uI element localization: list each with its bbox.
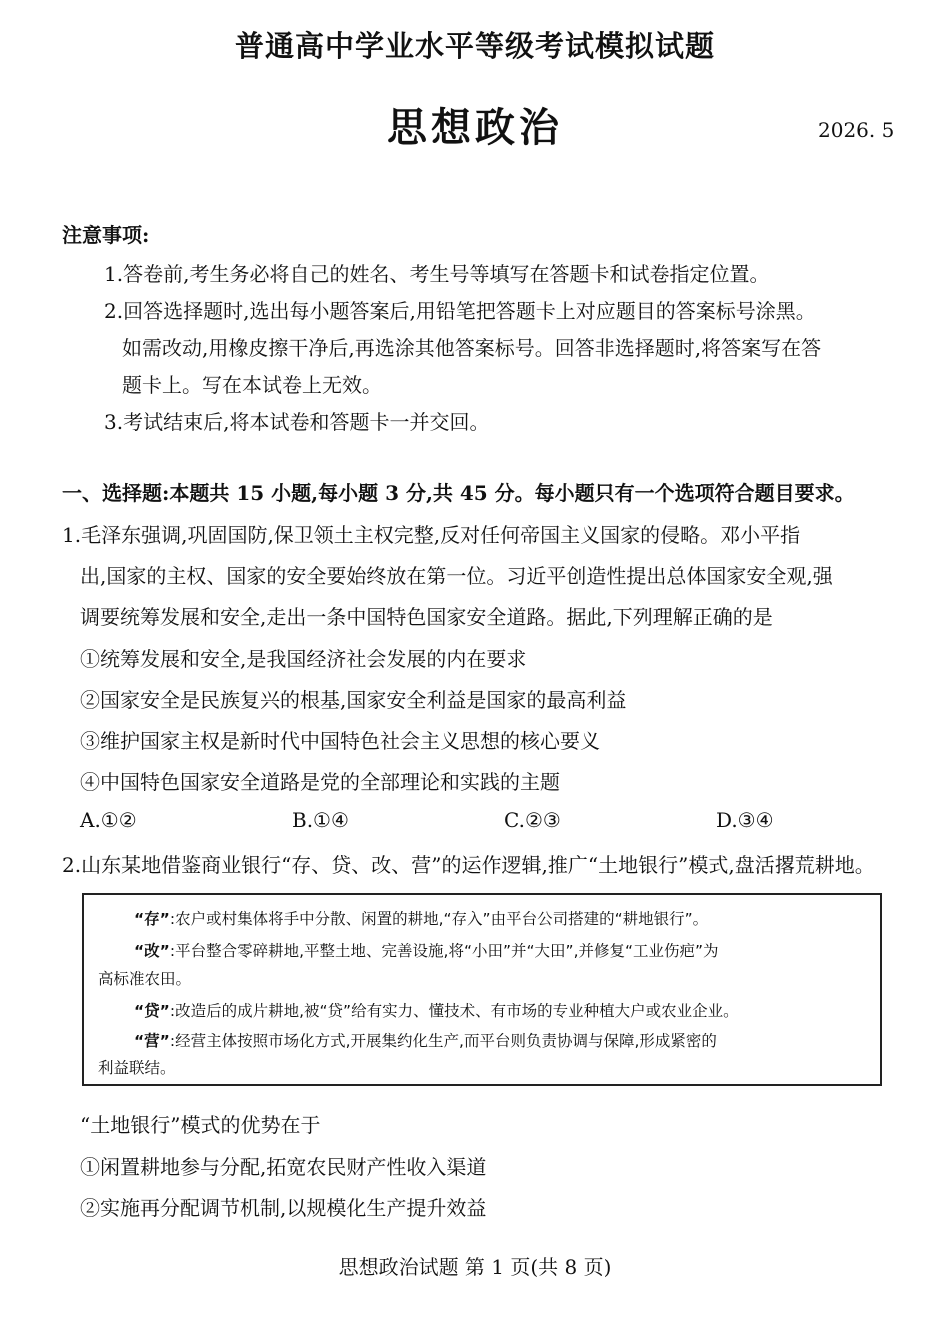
page-footer: 思想政治试题 第 1 页(共 8 页) — [338, 1255, 612, 1279]
question-stem-line: 1.毛泽东强调,巩固国防,保卫领土主权完整,反对任何帝国主义国家的侵略。邓小平指 — [62, 523, 801, 547]
notice-line: 3.考试结束后,将本试卷和答题卡一并交回。 — [104, 410, 490, 434]
material-label: “贷” — [134, 1002, 170, 1020]
notice-line: 1.答卷前,考生务必将自己的姓名、考生号等填写在答题卡和试卷指定位置。 — [104, 262, 770, 286]
exam-title: 普通高中学业水平等级考试模拟试题 — [234, 29, 715, 63]
notice-line: 题卡上。写在本试卷上无效。 — [122, 373, 382, 397]
question-prompt: “土地银行”模式的优势在于 — [80, 1113, 321, 1137]
subject-title: 思想政治 — [387, 104, 563, 151]
question-option: ②实施再分配调节机制,以规模化生产提升效益 — [80, 1196, 487, 1220]
answer-choice-b: B.①④ — [292, 808, 349, 832]
question-option: ①统筹发展和安全,是我国经济社会发展的内在要求 — [80, 647, 527, 671]
material-label: “存” — [134, 910, 170, 928]
notice-heading: 注意事项: — [62, 223, 150, 247]
notice-line: 2.回答选择题时,选出每小题答案后,用铅笔把答题卡上对应题目的答案标号涂黑。 — [104, 299, 816, 323]
material-line: 利益联结。 — [98, 1059, 176, 1077]
question-stem-line: 出,国家的主权、国家的安全要始终放在第一位。习近平创造性提出总体国家安全观,强 — [80, 564, 833, 588]
answer-choice-d: D.③④ — [716, 808, 774, 832]
question-stem-line: 2.山东某地借鉴商业银行“存、贷、改、营”的运作逻辑,推广“土地银行”模式,盘活撂荒耕地。 — [62, 853, 875, 877]
answer-choice-c: C.②③ — [504, 808, 561, 832]
section-heading: 一、选择题:本题共 15 小题,每小题 3 分,共 45 分。每小题只有一个选项符合题目要求。 — [62, 481, 855, 505]
material-line: 高标准农田。 — [98, 970, 192, 988]
material-line: “存”:农户或村集体将手中分散、闲置的耕地,“存入”由平台公司搭建的“耕地银行”。 — [134, 910, 709, 928]
material-label: “改” — [134, 942, 170, 960]
question-option: ①闲置耕地参与分配,拓宽农民财产性收入渠道 — [80, 1155, 487, 1179]
material-line: “改”:平台整合零碎耕地,平整土地、完善设施,将“小田”并“大田”,并修复“工业伤疤”为 — [134, 942, 719, 960]
answer-choice-a: A.①② — [80, 808, 137, 832]
question-option: ③维护国家主权是新时代中国特色社会主义思想的核心要义 — [80, 729, 600, 753]
notice-line: 如需改动,用橡皮擦干净后,再选涂其他答案标号。回答非选择题时,将答案写在答 — [122, 336, 822, 360]
material-label: “营” — [134, 1032, 170, 1050]
material-line: “贷”:改造后的成片耕地,被“贷”给有实力、懂技术、有市场的专业种植大户或农业企业。 — [134, 1002, 739, 1020]
question-option: ②国家安全是民族复兴的根基,国家安全利益是国家的最高利益 — [80, 688, 627, 712]
material-box — [82, 893, 882, 1086]
material-line: “营”:经营主体按照市场化方式,开展集约化生产,而平台则负责协调与保障,形成紧密的 — [134, 1032, 717, 1050]
question-option: ④中国特色国家安全道路是党的全部理论和实践的主题 — [80, 770, 560, 794]
question-stem-line: 调要统筹发展和安全,走出一条中国特色国家安全道路。据此,下列理解正确的是 — [80, 605, 773, 629]
exam-date: 2026. 5 — [818, 118, 895, 142]
